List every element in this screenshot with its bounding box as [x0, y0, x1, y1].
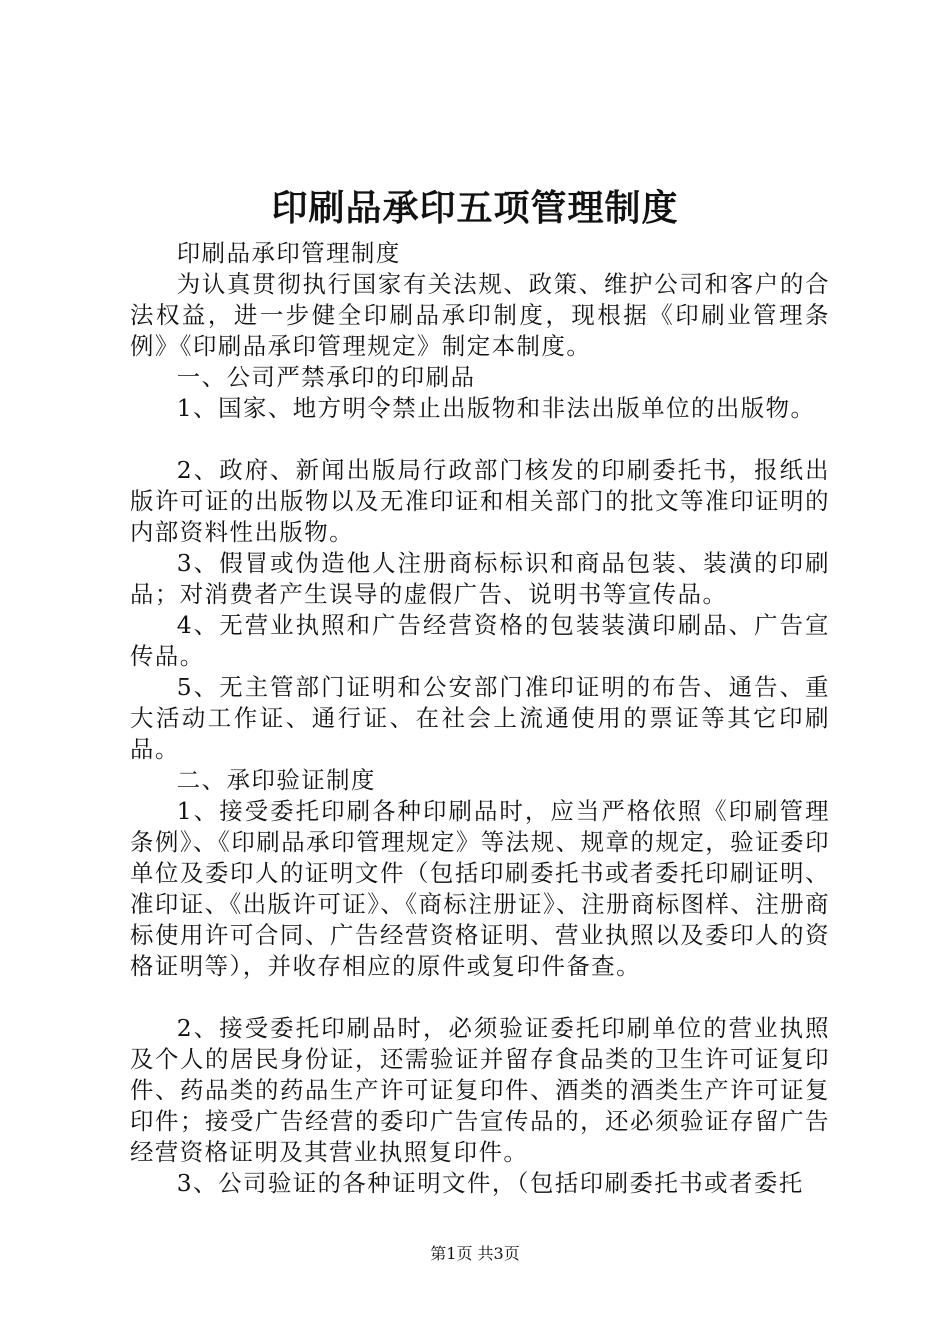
- paragraph-prohibited-5: 5、无主管部门证明和公安部门准印证明的布告、通告、重大活动工作证、通行证、在社会上流通使用的票证等其它印刷品。: [130, 673, 830, 763]
- section-heading-prohibited: 一、公司严禁承印的印刷品: [176, 363, 476, 391]
- paragraph-prohibited-4: 4、无营业执照和广告经营资格的包装装潢印刷品、广告宣传品。: [130, 611, 830, 670]
- document-body: [130, 238, 830, 1199]
- paragraph-intro: 为认真贯彻执行国家有关法规、政策、维护公司和客户的合法权益，进一步健全印刷品承印制度，现根据《印刷业管理条例》《印刷品承印管理规定》制定本制度。: [130, 270, 830, 360]
- paragraph-prohibited-1: 1、国家、地方明令禁止出版物和非法出版单位的出版物。: [176, 394, 816, 422]
- paragraph-verification-2: 2、接受委托印刷品时，必须验证委托印刷单位的营业执照及个人的居民身份证，还需验证并留存食品类的卫生许可证复印件、药品类的药品生产许可证复印件、酒类的酒类生产许可证复印件；接受广告经营的委印广告宣传品的，还必须验证存留广告经营资格证明及其营业执照复印件。: [130, 1014, 830, 1166]
- paragraph-prohibited-3: 3、假冒或伪造他人注册商标标识和商品包装、装潢的印刷品；对消费者产生误导的虚假广告、说明书等宣传品。: [130, 549, 830, 608]
- page-footer: 第1页 共3页: [430, 1244, 520, 1263]
- document-subtitle: 印刷品承印管理制度: [176, 239, 401, 267]
- section-heading-verification: 二、承印验证制度: [176, 766, 376, 794]
- paragraph-verification-3: 3、公司验证的各种证明文件，（包括印刷委托书或者委托: [176, 1169, 804, 1197]
- paragraph-prohibited-2: 2、政府、新闻出版局行政部门核发的印刷委托书，报纸出版许可证的出版物以及无准印证和相关部门的批文等准印证明的内部资料性出版物。: [130, 456, 830, 546]
- paragraph-verification-1: 1、接受委托印刷各种印刷品时，应当严格依照《印刷管理条例》、《印刷品承印管理规定》等法规、规章的规定，验证委印单位及委印人的证明文件（包括印刷委托书或者委托印刷证明、准印证、《出版许可证》、《商标注册证》、注册商标图样、注册商标使用许可合同、广告经营资格证明、营业执照以及委印人的资格证明等），并收存相应的原件或复印件备查。: [130, 797, 830, 980]
- document-title: 印刷品承印五项管理制度: [271, 187, 679, 229]
